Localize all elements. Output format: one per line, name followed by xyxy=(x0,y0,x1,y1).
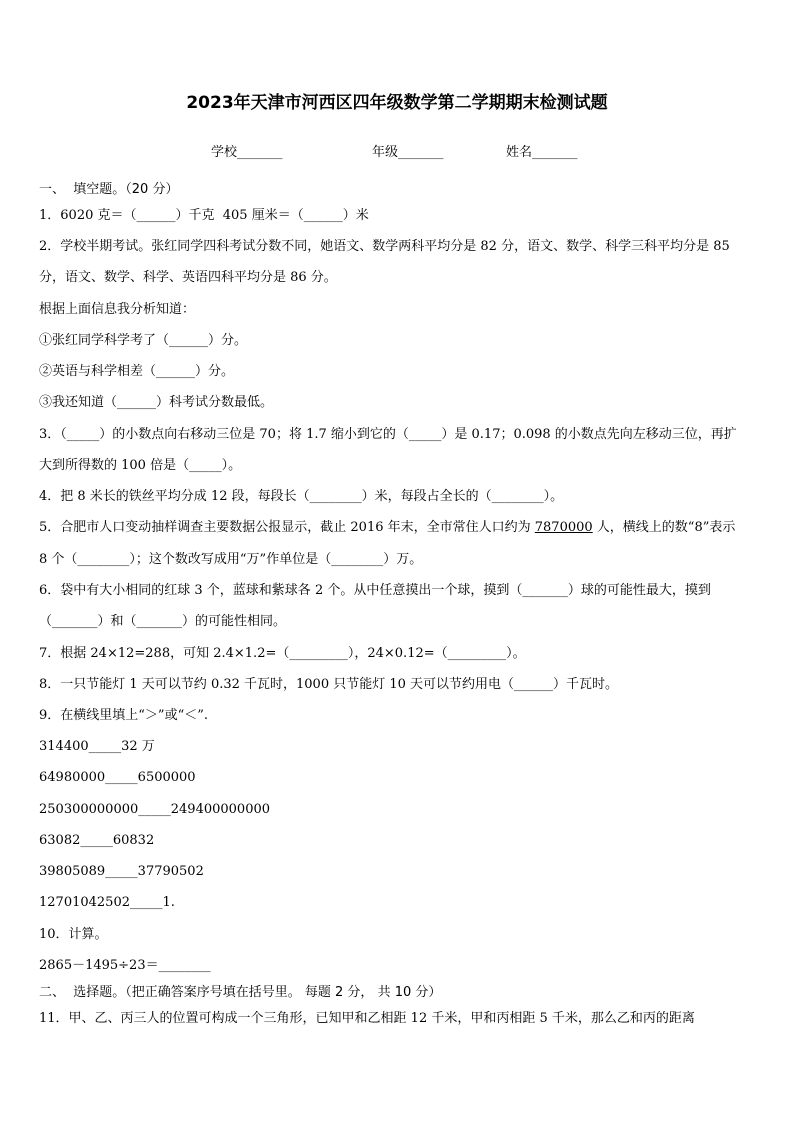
school-field[interactable]: 学校_______ xyxy=(211,145,283,160)
question-2-sub-2: ②英语与科学相差（______）分。 xyxy=(39,364,235,379)
compare-item-1: 314400_____32 万 xyxy=(39,739,155,754)
compare-item-6: 12701042502_____1. xyxy=(39,895,175,910)
question-5-text-before: 5．合肥市人口变动抽样调查主要数据公报显示，截止 2016 年末，全市常住人口约为 xyxy=(39,520,535,535)
question-2-line-2: 分，语文、数学、科学、英语四科平均分是 86 分。 xyxy=(39,270,337,285)
compare-item-4: 63082_____60832 xyxy=(39,833,155,848)
question-6-line-2: （_______）和（_______）的可能性相同。 xyxy=(39,614,287,629)
question-2-sub-3: ③我还知道（______）科考试分数最低。 xyxy=(39,395,274,410)
question-10-expression: 2865－1495÷23＝________ xyxy=(39,958,211,973)
grade-field[interactable]: 年级_______ xyxy=(372,145,444,160)
question-5-line-1 xyxy=(39,520,735,536)
name-field[interactable]: 姓名_______ xyxy=(506,145,578,160)
question-2-sub-1: ①张红同学科学考了（______）分。 xyxy=(39,333,248,348)
question-2-prompt: 根据上面信息我分析知道： xyxy=(39,302,196,317)
question-3-line-2: 大到所得数的 100 倍是（_____）。 xyxy=(39,458,242,473)
compare-item-5: 39805089_____37790502 xyxy=(39,864,204,879)
question-9: 9．在横线里填上“＞”或“＜”. xyxy=(39,708,208,723)
question-5-underlined-number: 7870000 xyxy=(534,520,593,535)
question-2-line-1: 2．学校半期考试。张红同学四科考试分数不同，她语文、数学两科平均分是 82 分，语文、数学、科学三科平均分是 85 xyxy=(39,239,730,254)
compare-item-2: 64980000_____6500000 xyxy=(39,770,196,785)
section-heading-choice: 二、 选择题。（把正确答案序号填在括号里。 每题 2 分， 共 10 分） xyxy=(39,985,442,1000)
question-10: 10．计算。 xyxy=(39,927,108,942)
question-5-text-after: 人，横线上的数“8”表示 xyxy=(592,520,736,535)
question-5-line-2: 8 个（________）；这个数改写成用“万”作单位是（________）万。 xyxy=(39,552,423,567)
question-7: 7．根据 24×12=288，可知 2.4×1.2=（_________），24×0.12=（_________）。 xyxy=(39,646,526,661)
compare-item-3: 250300000000_____249400000000 xyxy=(39,802,271,817)
page-title: 2023年天津市河西区四年级数学第二学期期末检测试题 xyxy=(186,93,608,113)
question-11: 11．甲、乙、丙三人的位置可构成一个三角形，已知甲和乙相距 12 千米，甲和丙相距 5 千米，那么乙和丙的距离 xyxy=(39,1011,695,1026)
question-1: 1．6020 克＝（______）千克 405 厘米＝（______）米 xyxy=(39,208,369,223)
question-8: 8．一只节能灯 1 天可以节约 0.32 千瓦时，1000 只节能灯 10 天可以节约用电（______）千瓦时。 xyxy=(39,677,619,692)
question-6-line-1: 6．袋中有大小相同的红球 3 个，蓝球和紫球各 2 个。从中任意摸出一个球，摸到（_______）球的可能性最大，摸到 xyxy=(39,583,711,598)
question-3-line-1: 3．（_____）的小数点向右移动三位是 70；将 1.7 缩小到它的（_____）是 0.17；0.098 的小数点先向左移动三位，再扩 xyxy=(39,427,737,442)
question-4: 4．把 8 米长的铁丝平均分成 12 段，每段长（________）米，每段占全长的（________）。 xyxy=(39,489,564,504)
section-heading-fill: 一、 填空题。（20 分） xyxy=(39,182,179,197)
